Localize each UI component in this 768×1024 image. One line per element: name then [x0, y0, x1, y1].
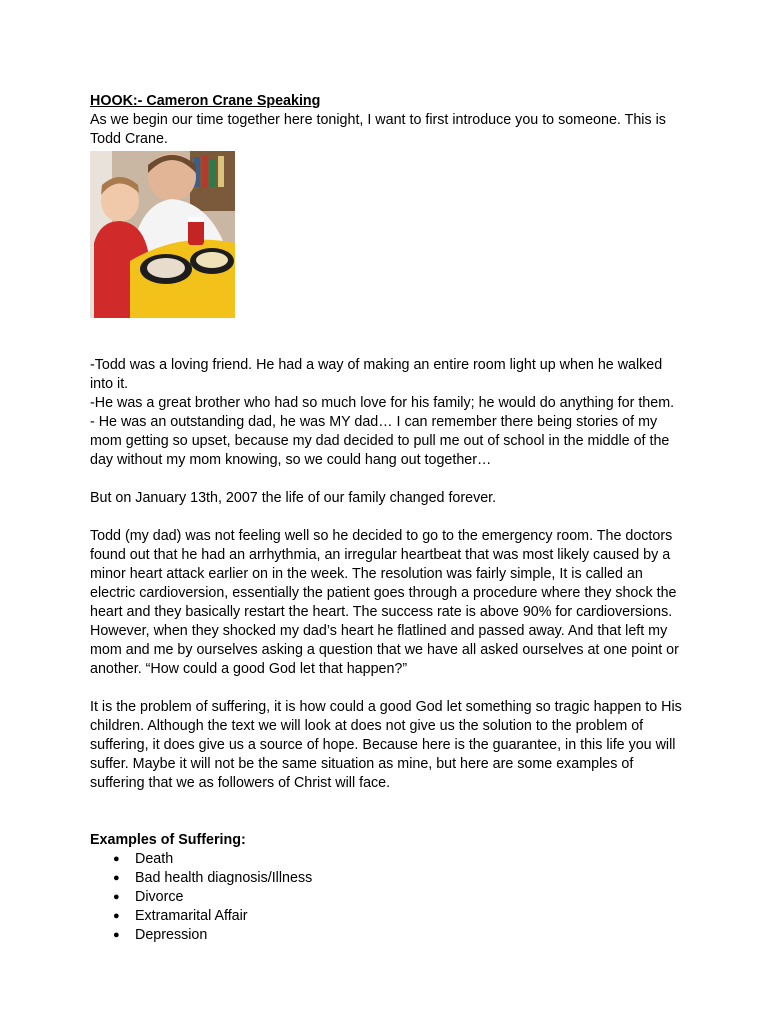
book-spine	[218, 156, 224, 187]
bullet-icon: ●	[113, 872, 120, 884]
life-changed-paragraph: But on January 13th, 2007 the life of our family changed forever.	[90, 490, 497, 506]
problem-of-suffering-paragraph: It is the problem of suffering, it is how could a good God let something so tragic happen to His children. Although the text we will look at does not give us the solution to the problem of suffering, it does give us a source of hope. Because here is the guarantee, in this life you will suffer. Maybe it will not be the same situation as mine, but here are some examples of suffering that we as followers of Christ will face.	[90, 699, 682, 791]
spacer	[90, 679, 682, 698]
book-spine	[210, 159, 216, 187]
list-item	[90, 850, 682, 869]
examples-list	[90, 850, 682, 945]
spacer	[90, 508, 682, 527]
list-item-label: Extramarital Affair	[135, 908, 248, 924]
spacer	[90, 470, 682, 489]
spacer	[90, 793, 682, 812]
memory-line-dad: - He was an outstanding dad, he was MY dad… I can remember there being stories of my mom getting so upset, because my dad decided to pull me out of school in the middle of the day without my mom knowing, so we could hang out together…	[90, 414, 670, 468]
document-page	[90, 92, 682, 945]
emergency-story-paragraph: Todd (my dad) was not feeling well so he decided to go to the emergency room. The doctors found out that he had an arrhythmia, an irregular heartbeat that was most likely caused by a minor heart attack earlier on in the week. The resolution was fairly simple, It is called an electric cardioversion, essentially the patient goes through a procedure where they shock the heart and they basically restart the heart. The success rate is above 90% for cardioversions. However, when they shocked my dad’s heart he flatlined and passed away. And that left my mom and me by ourselves asking a question that we have all asked ourselves at one point or another. “How could a good God let that happen?”	[90, 528, 679, 677]
intro-paragraph: As we begin our time together here tonight, I want to first introduce you to someone. This is Todd Crane.	[90, 112, 666, 147]
list-item-label: Depression	[135, 927, 208, 943]
photo-illustration	[90, 151, 235, 318]
spacer	[90, 318, 682, 337]
list-item	[90, 907, 682, 926]
plate-left-food	[147, 258, 185, 278]
plate-right-food	[196, 252, 228, 268]
photo-of-father-and-son	[90, 151, 235, 318]
list-item	[90, 888, 682, 907]
list-item-label: Bad health diagnosis/Illness	[135, 870, 313, 886]
book-spine	[202, 155, 208, 187]
list-item	[90, 926, 682, 945]
bullet-icon: ●	[113, 853, 120, 865]
list-item-label: Divorce	[135, 889, 184, 905]
spacer	[90, 337, 682, 356]
cup-lid	[188, 217, 204, 222]
spacer	[90, 812, 682, 831]
hook-heading: HOOK:- Cameron Crane Speaking	[90, 93, 321, 109]
bullet-icon: ●	[113, 910, 120, 922]
list-item-label: Death	[135, 851, 174, 867]
list-item	[90, 869, 682, 888]
examples-heading: Examples of Suffering:	[90, 832, 246, 848]
bullet-icon: ●	[113, 891, 120, 903]
bullet-icon: ●	[113, 929, 120, 941]
memory-line-brother: -He was a great brother who had so much love for his family; he would do anything for them.	[90, 395, 675, 411]
memory-line-friend: -Todd was a loving friend. He had a way of making an entire room light up when he walked into it.	[90, 357, 663, 392]
